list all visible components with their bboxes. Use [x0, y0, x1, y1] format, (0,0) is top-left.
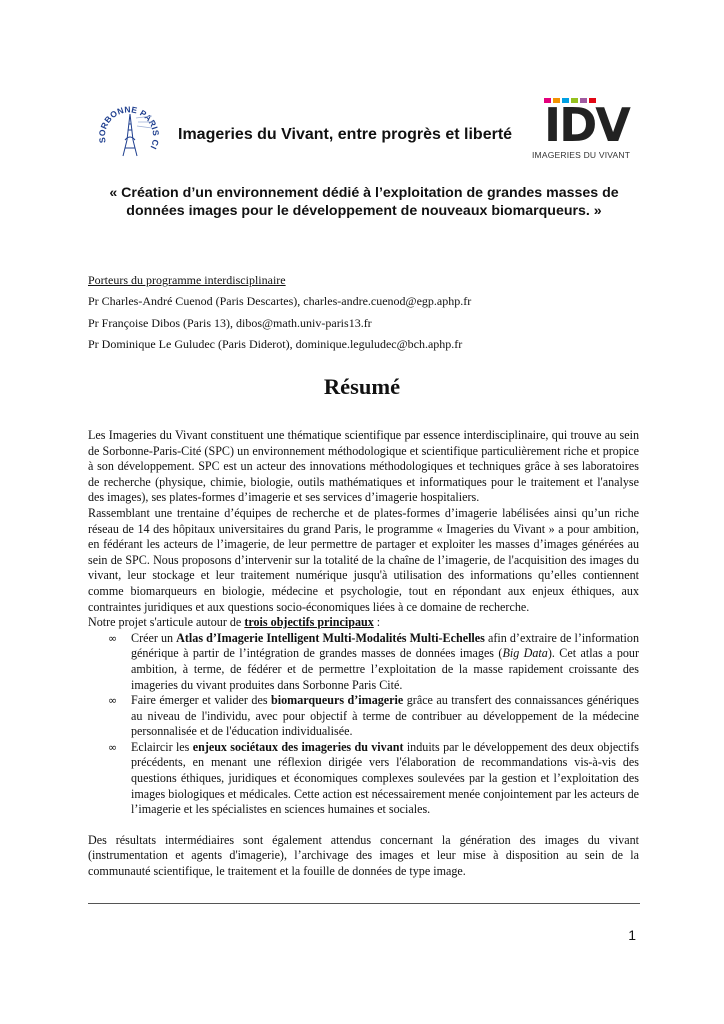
- porteurs-heading: Porteurs du programme interdisciplinaire: [88, 273, 286, 287]
- infinity-bullet-icon: ∞: [108, 631, 118, 645]
- header-title: Imageries du Vivant, entre progrès et liberté: [178, 126, 513, 143]
- objective-text: afin d’extraire de l’information générique à partir de l’intégration de grandes masses de données images (: [131, 630, 639, 661]
- objective-text: grâce au transfert des connaissances génériques au niveau de l'individu, avec pour objectif à terme de contribuer au développement de la médecine personnalisée et de l'éducation individualisée.: [131, 693, 639, 739]
- spacer: [88, 818, 639, 833]
- objectives-intro-suffix: :: [373, 615, 381, 630]
- porteur-item: Pr Charles-André Cuenod (Paris Descartes), charles-andre.cuenod@egp.aphp.fr: [88, 294, 472, 308]
- objective-emphasis: enjeux sociétaux des imageries du vivant: [192, 739, 404, 754]
- objective-italic: Big Data: [502, 646, 548, 661]
- resume-body: [88, 428, 639, 880]
- porteur-item: Pr Dominique Le Guludec (Paris Diderot), dominique.leguludec@bch.aphp.fr: [88, 337, 463, 351]
- idv-logo-subtitle: IMAGERIES DU VIVANT: [532, 150, 631, 160]
- objective-item: [88, 740, 639, 818]
- porteur-item: Pr Françoise Dibos (Paris 13), dibos@math.univ-paris13.fr: [88, 316, 372, 330]
- document-subtitle: « Création d’un environnement dédié à l’exploitation de grandes masses de données images pour le développement de nouveaux biomarqueurs. »: [109, 185, 619, 219]
- objective-text: ). Cet atlas a pour ambition, à terme, de fédérer et de permettre l’exploitation de la masse rapidement croissante des imageries du vivant produites dans Sorbonne Paris Cité.: [131, 646, 639, 692]
- spc-logo-text: SORBONNE PARIS CI: [96, 104, 162, 152]
- objective-item: [88, 631, 639, 693]
- objectives-intro-emphasis: trois objectifs principaux: [244, 615, 374, 630]
- resume-title: Résumé: [323, 374, 401, 399]
- sorbonne-paris-cite-logo: [92, 96, 168, 172]
- resume-paragraph: Rassemblant une trentaine d’équipes de recherche et de plates-formes d’imagerie labélisées ainsi qu’un riche réseau de 14 des hôpitaux universitaires du grand Paris, le programme « Imageries du Vivant » a pour ambition, en fédérant les acteurs de l’imagerie, de leur permettre de partager et exploiter les masses d’images générées au sein de SPC. Nous proposons d’intervenir sur la totalité de la chaîne de l’imagerie, de l'acquisition des images du vivant, leur stockage et leur traitement numérique jusqu'à utilisation des informations qu’elles contiennent comme biomarqueurs en biologie, médecine et psychologie, tout en répondant aux enjeux éthiques, aux contraintes juridiques et aux questions socio-économiques liées à ce domaine de recherche.: [88, 505, 639, 614]
- objective-text: Eclaircir les: [131, 739, 193, 754]
- objective-item: [88, 693, 639, 740]
- infinity-bullet-icon: ∞: [108, 694, 118, 708]
- idv-logo: [530, 92, 642, 164]
- resume-paragraph: Des résultats intermédiaires sont également attendus concernant la génération des images du vivant (instrumentation et agents d'imagerie), l’archivage des images et leur mise à disposition au sein de la communauté scientifique, le traitement et la fouille de données de type image.: [88, 832, 639, 879]
- idv-logo-text: IDV: [544, 98, 629, 152]
- resume-paragraph: Les Imageries du Vivant constituent une thématique scientifique par essence interdisciplinaire, qui trouve au sein de Sorbonne-Paris-Cité (SPC) un environnement méthodologique et scientifique particulièrement riche et propice à son développement. SPC est un acteur des innovations méthodologiques et techniques grâce à ses laboratoires de recherche (physique, chimie, biologie, outils mathématiques et informatiques pour le traitement et l'analyse des images), ses plates-formes d’imagerie et ses services d’imagerie hospitaliers.: [88, 428, 639, 505]
- objectives-intro-prefix: Notre projet s'articule autour de: [88, 615, 245, 630]
- objective-text: Créer un: [131, 630, 177, 645]
- objective-text: induits par le développement des deux objectifs précédents, en menant une réflexion dirigée vers l'élaboration de recommandations vis-à-vis des questions éthiques, juridiques et économiques complexes soulevées par la gestion et l’exploitation des images biologiques et médicales. Cette action est nécessairement menée conjointement par les acteurs de l’imagerie et les spécialistes en sciences humaines et sociales.: [131, 739, 640, 817]
- objectives-list: [88, 631, 639, 818]
- infinity-bullet-icon: ∞: [108, 740, 118, 754]
- objective-text: Faire émerger et valider des: [131, 693, 272, 708]
- objective-emphasis: biomarqueurs d’imagerie: [271, 693, 404, 708]
- objectives-intro: [88, 615, 639, 631]
- footer-divider: [88, 903, 640, 904]
- page-number: 1: [628, 927, 636, 943]
- objective-emphasis: Atlas d’Imagerie Intelligent Multi-Modalités Multi-Echelles: [176, 630, 485, 645]
